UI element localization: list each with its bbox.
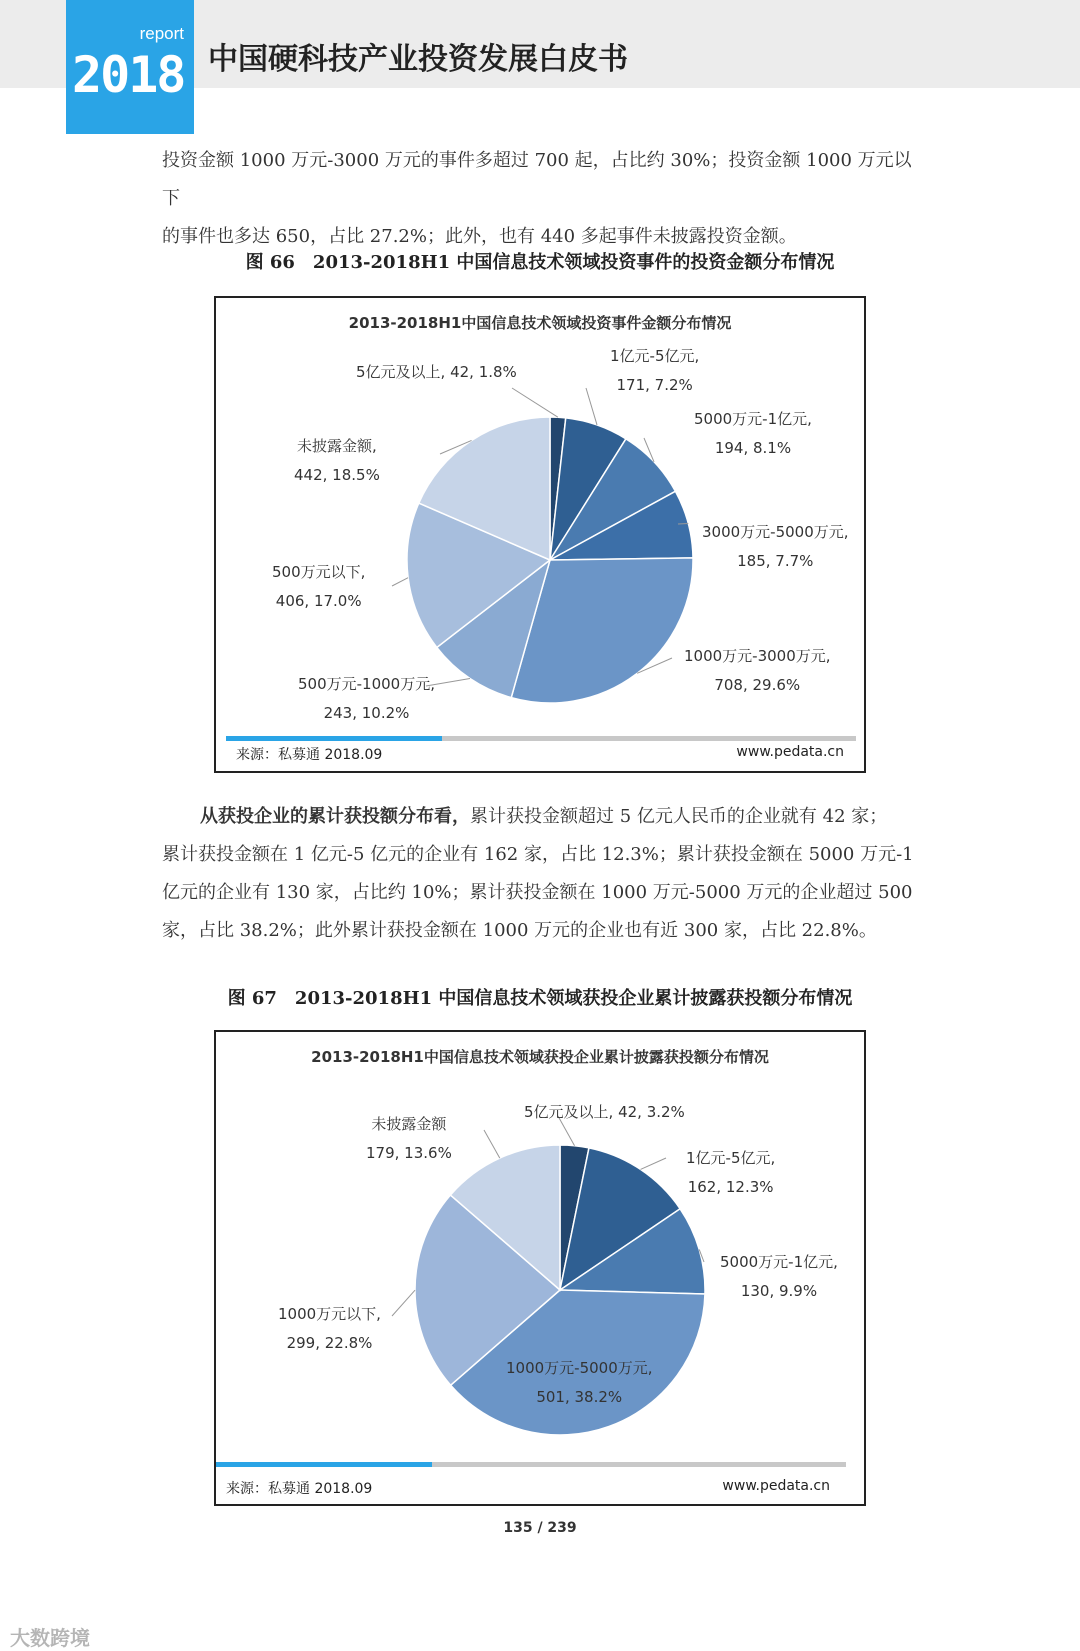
pie-label-500wan-1000wan: 500万元-1000万元, 243, 10.2% — [298, 675, 435, 722]
pie-label-500wan-below: 500万元以下, 406, 17.0% — [272, 563, 366, 610]
pie-label-undisclosed: 未披露金额, 442, 18.5% — [294, 437, 380, 484]
pie-label-1yi-5yi: 1亿元-5亿元, 171, 7.2% — [610, 347, 700, 394]
paragraph-line: 亿元的企业有 130 家，占比约 10%；累计获投金额在 1000 万元-5000 万元的企业超过 500 — [162, 882, 913, 903]
paragraph-line: 累计获投金额在 1 亿元-5 亿元的企业有 162 家，占比 12.3%；累计获投金额在 5000 万元-1 — [162, 844, 914, 865]
paragraph-lead: 从获投企业的累计获投额分布看， — [200, 806, 470, 827]
pie-label-1000wan-3000wan: 1000万元-3000万元, 708, 29.6% — [684, 647, 831, 694]
logo-year-text: 2018 — [72, 46, 185, 104]
paragraph-line: 从获投企业的累计获投额分布看，累计获投金额超过 5 亿元人民币的企业就有 42 家； — [200, 806, 888, 827]
logo-report-text: report — [139, 24, 184, 43]
paragraph-line: 家，占比 38.2%；此外累计获投金额在 1000 万元的企业也有近 300 家，占比 22.8%。 — [162, 920, 877, 941]
paragraph-2 — [162, 798, 922, 950]
chart-66-source: 来源：私募通 2018.09 — [236, 747, 383, 763]
pie-label-5yi-plus: 5亿元及以上, 42, 1.8% — [356, 363, 517, 381]
footer-bar-accent — [216, 1462, 432, 1467]
pie2-label-5000wan-1yi: 5000万元-1亿元, 130, 9.9% — [720, 1253, 838, 1300]
watermark: 大数跨境 — [10, 1626, 90, 1650]
leader-line — [641, 1158, 666, 1169]
chart-67-title: 2013-2018H1中国信息技术领域获投企业累计披露获投额分布情况 — [311, 1048, 769, 1066]
paragraph-line: 投资金额 1000 万元-3000 万元的事件多超过 700 起，占比约 30%；投资金额 1000 万元以下 — [162, 150, 912, 209]
pie2-label-1000wan-below: 1000万元以下, 299, 22.8% — [278, 1305, 381, 1352]
paragraph-1 — [162, 142, 922, 256]
paragraph-line: 的事件也多达 650，占比 27.2%；此外，也有 440 多起事件未披露投资金额。 — [162, 226, 797, 247]
chart-67-source: 来源：私募通 2018.09 — [226, 1481, 373, 1497]
leader-line — [512, 388, 558, 417]
figure-66-title: 图 66 2013-2018H1 中国信息技术领域投资事件的投资金额分布情况 — [245, 252, 835, 273]
chart-66-website: www.pedata.cn — [736, 744, 844, 760]
chart-67-frame — [214, 1030, 866, 1506]
document-title: 中国硬科技产业投资发展白皮书 — [208, 42, 628, 77]
pie-label-3000wan-5000wan: 3000万元-5000万元, 185, 7.7% — [702, 523, 849, 570]
page-number: 135 / 239 — [503, 1520, 577, 1536]
leader-line — [392, 578, 408, 586]
leader-line — [678, 523, 688, 524]
chart-66-frame — [214, 296, 866, 773]
leader-line — [392, 1290, 415, 1316]
leader-line — [484, 1130, 500, 1158]
footer-bar-accent — [226, 736, 442, 741]
figure-67-title: 图 67 2013-2018H1 中国信息技术领域获投企业累计披露获投额分布情况 — [227, 988, 853, 1009]
pie-label-5000wan-1yi: 5000万元-1亿元, 194, 8.1% — [694, 410, 812, 457]
pie2-label-1yi-5yi: 1亿元-5亿元, 162, 12.3% — [686, 1149, 776, 1196]
pie2-label-undisclosed: 未披露金额 179, 13.6% — [366, 1115, 452, 1162]
report-logo — [66, 0, 194, 134]
chart-66-title: 2013-2018H1中国信息技术领域投资事件金额分布情况 — [348, 314, 732, 332]
leader-line — [586, 388, 597, 425]
chart-67-website: www.pedata.cn — [722, 1478, 830, 1494]
pie2-label-1000wan-5000wan: 1000万元-5000万元, 501, 38.2% — [506, 1359, 653, 1406]
pie2-label-5yi-plus: 5亿元及以上, 42, 3.2% — [524, 1103, 685, 1121]
